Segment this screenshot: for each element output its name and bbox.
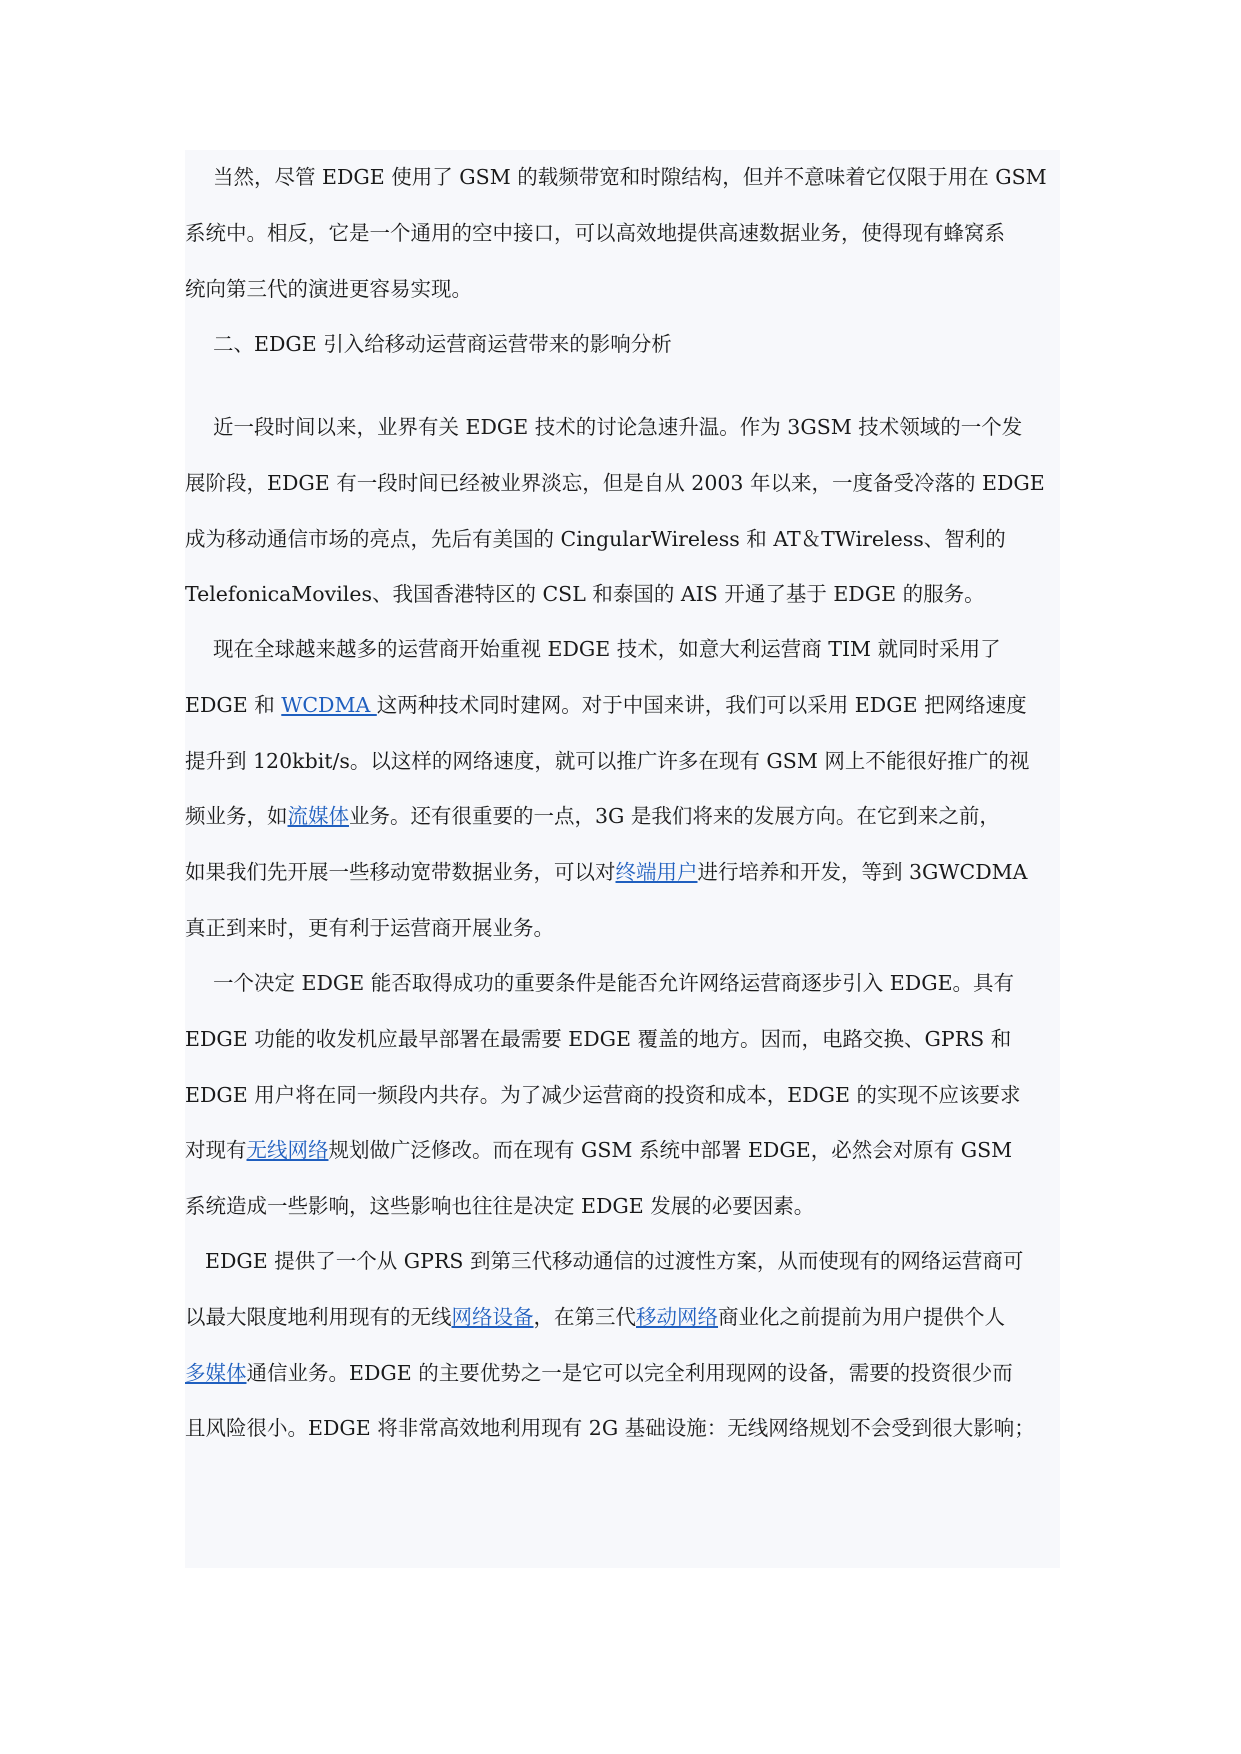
link-multimedia[interactable]: 多媒体 — [185, 1360, 247, 1385]
link-end-users[interactable]: 终端用户 — [615, 860, 698, 885]
link-network-equipment[interactable]: 网络设备 — [451, 1304, 534, 1329]
link-wcdma[interactable]: WCDMA — [281, 692, 377, 717]
paragraph-edge-deployment: 一个决定 EDGE 能否取得成功的重要条件是能否允许网络运营商逐步引入 EDGE。具有 EDGE 功能的收发机应最早部署在最需要 EDGE 覆盖的地方。因而，电路交换、GPRS 和 EDGE 用户将在同一频段内共存。为了减少运营商的投资和成本，EDGE 的实现不应该要求 对现有无线网络规划做广泛修改。而在现有 GSM 系统中部署 EDGE，必然会对原有 GSM 系统造成一些影响，这些影响也往往是决定 EDGE 发展的必要因素。 — [185, 971, 1021, 1219]
link-streaming-media[interactable]: 流媒体 — [287, 804, 349, 829]
paragraph-edge-air-interface: 当然，尽管 EDGE 使用了 GSM 的载频带宽和时隙结构，但并不意味着它仅限于用在 GSM 系统中。相反，它是一个通用的空中接口，可以高效地提供高速数据业务，使得现有蜂窝系 统向第三代的演进更容易实现。 — [185, 165, 1047, 301]
link-wireless-network[interactable]: 无线网络 — [246, 1138, 329, 1163]
paragraph-edge-transition: EDGE 提供了一个从 GPRS 到第三代移动通信的过渡性方案，从而使现有的网络运营商可 以最大限度地利用现有的无线网络设备，在第三代移动网络商业化之前提前为用户提供个人 多媒体通信业务。EDGE 的主要优势之一是它可以完全利用现网的设备，需要的投资很少而 且风险很小。EDGE 将非常高效地利用现有 2G 基础设施：无线网络规划不会受到很大影响； — [185, 1249, 1035, 1441]
section-heading: 二、EDGE 引入给移动运营商运营带来的影响分析 — [213, 332, 672, 356]
link-mobile-network[interactable]: 移动网络 — [636, 1304, 718, 1329]
paragraph-edge-operators: 现在全球越来越多的运营商开始重视 EDGE 技术，如意大利运营商 TIM 就同时采用了 EDGE 和 WCDMA 这两种技术同时建网。对于中国来讲，我们可以采用 EDGE 把网络速度 提升到 120kbit/s。以这样的网络速度，就可以推广许多在现有 GSM 网上不能很好推广的视 频业务，如流媒体业务。还有很重要的一点，3G 是我们将来的发展方向。在它到来之前， 如果我们先开展一些移动宽带数据业务，可以对终端用户进行培养和开发，等到 3GWCDMA 真正到来时，更有利于运营商开展业务。 — [185, 637, 1030, 940]
paragraph-edge-market: 近一段时间以来，业界有关 EDGE 技术的讨论急速升温。作为 3GSM 技术领域的一个发 展阶段，EDGE 有一段时间已经被业界淡忘，但是自从 2003 年以来，一度备受冷落的 EDGE 成为移动通信市场的亮点，先后有美国的 CingularWireless 和 AT＆TWireless、智利的 TelefonicaMoviles、我国香港特区的 CSL 和泰国的 AIS 开通了基于 EDGE 的服务。 — [185, 415, 1045, 607]
document-page-content — [185, 150, 1060, 1568]
